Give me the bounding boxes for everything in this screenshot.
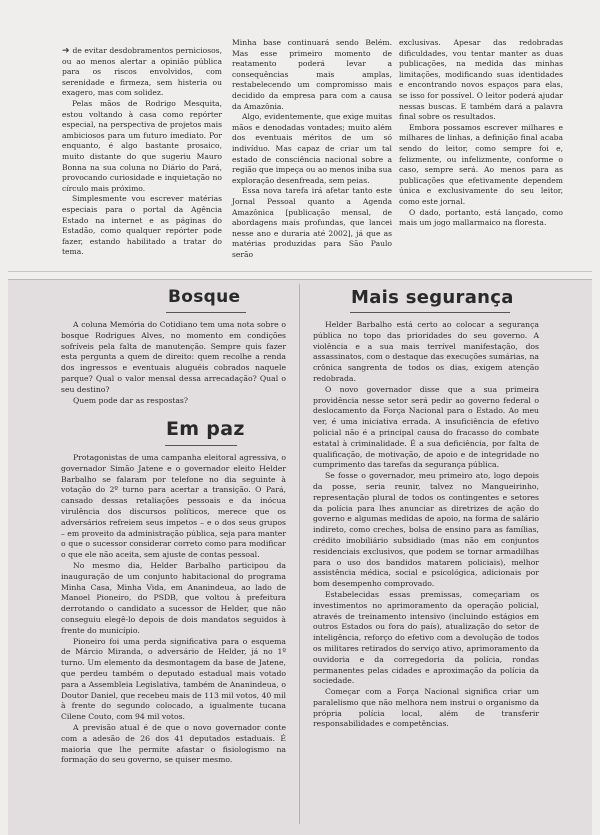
- paragraph: Quem pode dar as respostas?: [73, 395, 188, 405]
- em-paz-headline: Em paz: [166, 418, 245, 440]
- paragraph: O dado, portanto, está lançado, como mais um jogo mallarmaico na floresta.: [399, 207, 563, 228]
- em-paz-article: [61, 453, 286, 766]
- paragraph: A previsão atual é de que o novo governador conte com a adesão de 26 dos 41 deputados estaduais. É maioria que lhe permite afastar o fisiologismo na formação do seu governo, se quiser mesmo.: [61, 722, 286, 765]
- paragraph: Pelas mãos de Rodrigo Mesquita, estou voltando à casa como repórter especial, na perspectiva de projetos mais ambiciosos para um futuro imediato. Por enquanto, é algo bastante prosaico, muito distante do que sugeriu Mauro Bonna na sua coluna no Diário do Pará, provocando curiosidade e inquietação no círculo mais próximo.: [62, 98, 222, 193]
- top-column-1: [62, 46, 222, 258]
- paragraph: Simplesmente vou escrever matérias especiais para o portal da Agência Estado na internet e as páginas do Estadão, como qualquer repórter pode fazer, estando habilitado a tratar do tema.: [62, 194, 222, 257]
- bosque-headline: Bosque: [168, 287, 241, 307]
- paragraph: ➜ de evitar desdobramentos perniciosos, ou ao menos alertar a opinião pública para os riscos envolvidos, com serenidade e firmeza, sem histeria ou exagero, mas com solidez.: [62, 46, 222, 98]
- top-column-3: [399, 38, 563, 229]
- paragraph: Protagonistas de uma campanha eleitoral agressiva, o governador Simão Jatene e o governador eleito Helder Barbalho se falaram por telefone no dia seguinte à votação do 2º turno para acertar a transição. O Pará, cansado dessas retaliações pessoais e da inócua virulência dos discursos políticos, merece que os adversários refreiem seus impetos – e o dos seus grupos – em proveito da administração pública, seja para manter o que o sucessor considerar correto como para modificar o que ele não aceita, sem ajuste de contas pessoal.: [61, 453, 286, 560]
- paragraph: No mesmo dia, Helder Barbalho participou da inauguração de um conjunto habitacional do programa Minha Casa, Minha Vida, em Ananindeua, ao lado de Manoel Pioneiro, do PSDB, que voltou à prefeitura derrotando o candidato a sucessor de Helder, que não conseguiu elegê-lo depois de dois mandatos seguidos à frente do município.: [61, 560, 286, 635]
- paragraph: A coluna Memória do Cotidiano tem uma nota sobre o bosque Rodrigues Alves, no momento em condições sofríveis pela falta de manutenção. Sempre quis fazer esta pergunta a quem de direito: quem recolhe a renda dos ingressos e eventuais aluguéis cobrados naquele parque? Qual o valor mensal dessa arrecadação? Qual o seu destino?: [61, 320, 286, 394]
- mais-seguranca-article: [313, 320, 539, 730]
- paragraph: Se fosse o governador, meu primeiro ato, logo depois da posse, seria reunir, talvez no Mangueirinho, representação plural de todos os contingentes e setores da polícia para lhes anunciar as diretrizes de ação do governo e algumas medidas de apoio, na forma de salário indireto, como creches, bolsa de ensino para as famílias, crédito imobiliário subsidiado (mas não em conjuntos residenciais exclusivos, que podem se tornar armadilhas para o uso dos bandidos matarem policiais), melhor assistência médica, social e psicológica, adicionais por bom desempenho comprovado.: [313, 471, 539, 589]
- paragraph: Pioneiro foi uma perda significativa para o esquema de Márcio Miranda, o adversário de Helder, já no 1º turno. Um elemento da desmontagem da base de Jatene, que perdeu também o deputado estadual mais votado para a Assembleia Legislativa, também de Ananindeua, o Doutor Daniel, que recebeu mais de 113 mil votos, 40 mil à frente do segundo colocado, a igualmente tucana Cilene Couto, com 94 mil votos.: [61, 636, 286, 722]
- mais-seguranca-underline: [350, 312, 510, 313]
- bosque-underline: [166, 312, 246, 313]
- paragraph: Algo, evidentemente, que exige muitas mãos e denodadas vontades; muito além dos eventuais méritos de um só indivíduo. Mas capaz de criar um tal estado de consciência nacional sobre a região que impeça ou ao menos iniba sua exploração desenfreada, sem peias.: [232, 112, 392, 185]
- bosque-article: [61, 320, 286, 406]
- paragraph: Essa nova tarefa irá afetar tanto este Jornal Pessoal quanto a Agenda Amazônica [publicação mensal, de abordagens mais profundas, que lancei nesse ano e duraria até 2002], já que as matérias produzidas para São Paulo serão: [232, 186, 392, 259]
- paragraph: O novo governador disse que a sua primeira providência nesse setor será pedir ao governo federal o deslocamento da Força Nacional para o Estado. Ao meu ver, é uma iniciativa errada. A insuficiência de efetivo policial não é a principal causa do fracasso do combate estatal à criminalidade. É a sua deficiência, por falta de qualificação, de motivação, de apoio e de integridade no cumprimento das tarefas da segurança pública.: [313, 384, 539, 470]
- page-fold-line: [8, 271, 592, 272]
- column-divider: [299, 284, 300, 824]
- notes-box-border: [8, 279, 592, 280]
- paragraph: Começar com a Força Nacional significa criar um paralelismo que não melhora nem instrui o organismo da própria polícia local, além de transferir responsabilidades e competências.: [313, 687, 539, 729]
- paragraph: exclusivas. Apesar das redobradas dificuldades, vou tentar manter as duas publicações, na medida das minhas limitações, modificando suas identidades e encontrando novos espaços para elas, se isso for possível. O leitor poderá ajudar nessas buscas. E também dará a palavra final sobre os resultados.: [399, 38, 563, 122]
- top-column-2: [232, 38, 392, 260]
- paragraph: Helder Barbalho está certo ao colocar a segurança pública no topo das prioridades do seu governo. A violência e a sua mais terrível manifestação, dos assassinatos, com o destaque das execuções sumárias, na crônica sangrenta de todos os dias, exigem atenção redobrada.: [313, 320, 539, 383]
- paragraph: Estabelecidas essas premissas, começariam os investimentos no aprimoramento da operação policial, através de treinamento intensivo (incluindo estágios em outros Estados ou fora do país), atualização do setor de inteligência, reforço do efetivo com a devolução de todos os militares retirados do serviço ativo, aprimoramento da ouvidoria e da corregedoria da polícia, rondas permanentes pelas cidades e aproximação da polícia da sociedade.: [313, 589, 539, 686]
- paragraph: Minha base continuará sendo Belém. Mas esse primeiro momento de reatamento poderá levar a consequências mais amplas, restabelecendo um compromisso mais decidido da empresa para com a causa da Amazônia.: [232, 38, 392, 111]
- continuation-arrow-icon: ➜: [62, 46, 70, 56]
- paragraph: Embora possamos escrever milhares e milhares de linhas, a definição final acaba sendo do leitor, como sempre foi e, felizmente, ou infelizmente, conforme o caso, sempre será. Ao menos para as publicações que efetivamente dependem única e exclusivamente do seu leitor, como este jornal.: [399, 122, 563, 206]
- mais-seguranca-headline: Mais segurança: [351, 287, 514, 308]
- em-paz-underline: [165, 445, 237, 446]
